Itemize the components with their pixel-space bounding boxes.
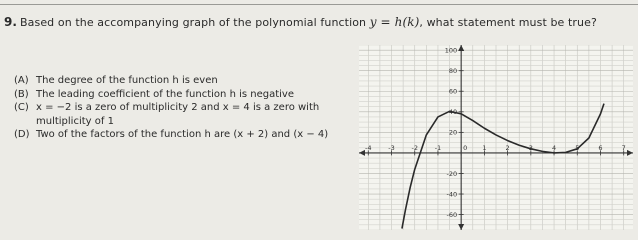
x-tick-label: -3 [388, 143, 395, 152]
y-tick-label: 60 [448, 87, 458, 96]
x-tick-label: 7 [621, 143, 626, 152]
choice-b-text: The leading coefficient of the function h is negative [36, 88, 294, 100]
choice-a[interactable] [14, 74, 359, 88]
x-tick-label: -1 [434, 143, 442, 152]
x-tick-label: -4 [365, 143, 372, 152]
x-tick-label: 2 [505, 143, 510, 152]
choice-a-text: The degree of the function h is even [36, 75, 218, 86]
graph-svg [359, 45, 633, 230]
question-text [20, 15, 597, 29]
x-tick-label: 6 [598, 143, 603, 152]
y-tick-label: 80 [448, 66, 458, 75]
question-math: y = h(k) [369, 15, 420, 29]
choice-d[interactable] [14, 128, 359, 142]
choice-c-letter: (C) [14, 102, 29, 113]
polynomial-graph [359, 45, 633, 230]
answer-choices [14, 74, 359, 142]
choice-b-letter: (B) [14, 88, 29, 100]
choice-d-letter: (D) [14, 129, 30, 140]
choice-b[interactable] [14, 88, 359, 102]
y-tick-label: 40 [448, 108, 458, 117]
x-tick-label: -2 [411, 143, 418, 152]
x-tick-label: 0 [463, 143, 468, 152]
choice-a-letter: (A) [14, 75, 29, 86]
choice-c[interactable] [14, 101, 359, 128]
x-tick-label: 1 [482, 143, 487, 152]
question-text-before: Based on the accompanying graph of the polynomial function [20, 16, 367, 29]
question-text-after: , what statement must be true? [419, 16, 597, 29]
question-number: 9. [4, 15, 17, 29]
choice-d-text: Two of the factors of the function h are (x + 2) and (x − 4) [36, 129, 329, 140]
x-tick-label: 3 [528, 143, 533, 152]
y-tick-label: -40 [446, 190, 458, 199]
y-tick-label: 100 [444, 46, 458, 55]
x-tick-label: 5 [575, 143, 580, 152]
top-rule [0, 4, 638, 5]
y-tick-label: -60 [446, 210, 458, 219]
choice-c-text: x = −2 is a zero of multiplicity 2 and x = 4 is a zero with multiplicity of 1 [36, 102, 320, 127]
y-tick-label: -20 [446, 169, 458, 178]
y-tick-label: 20 [448, 128, 458, 137]
x-tick-label: 4 [551, 143, 557, 152]
